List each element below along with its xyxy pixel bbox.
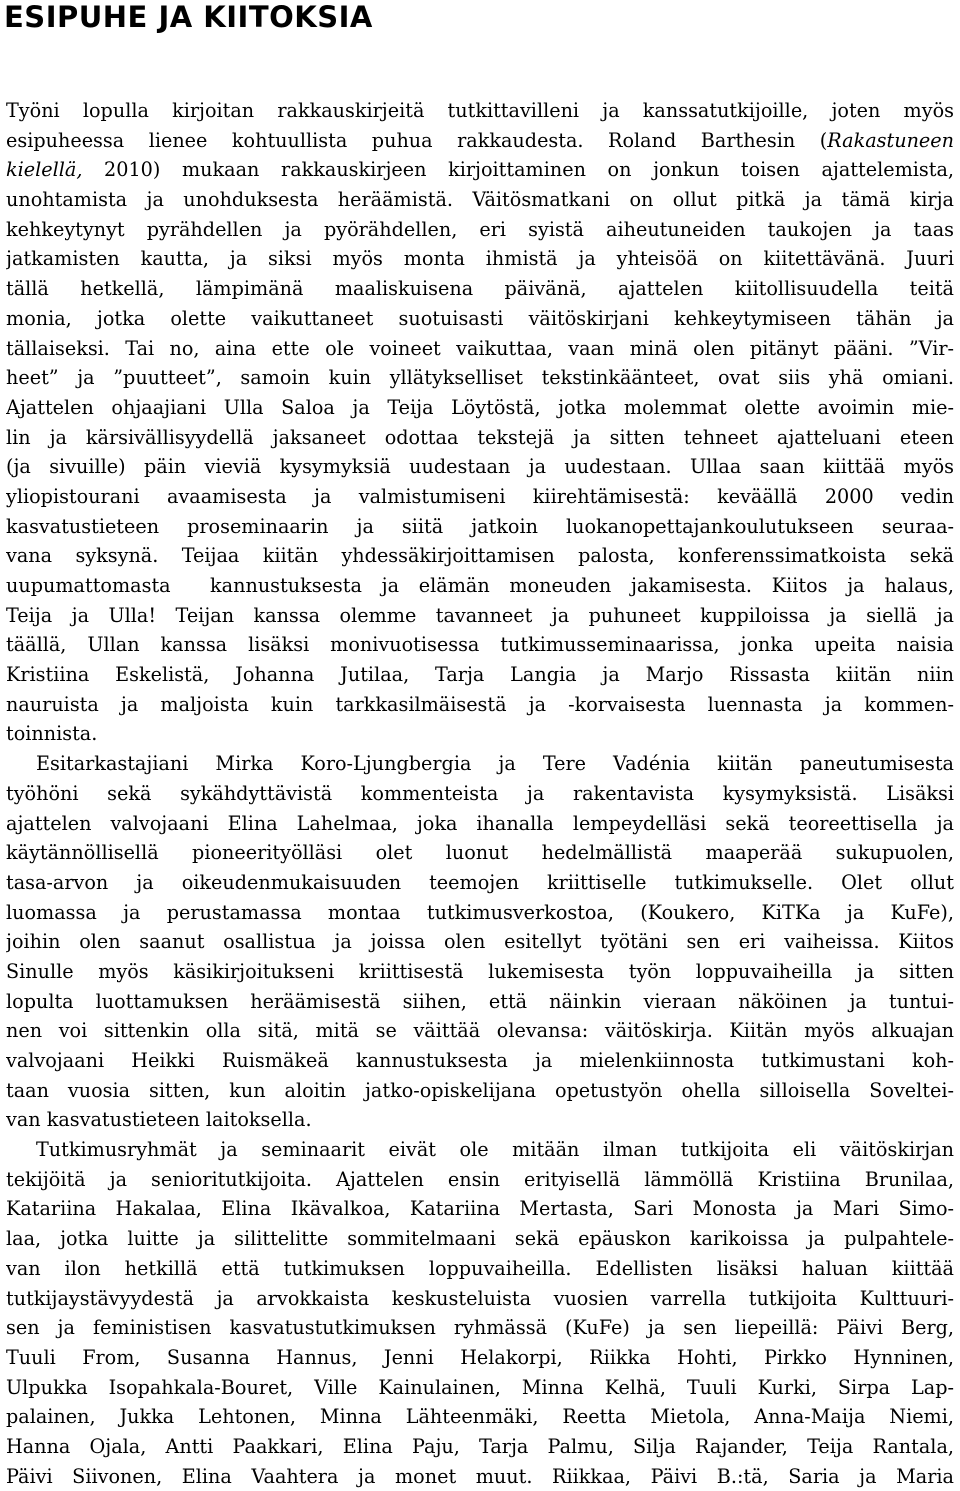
text-line: Katariina Hakalaa, Elina Ikävalkoa, Katariina Mertasta, Sari Monosta ja Mari Simo- (6, 1197, 954, 1221)
text-line: käytännöllisellä pioneerityölläsi olet luonut hedelmällistä maaperää sukupuolen, (6, 841, 954, 865)
text-line: vana syksynä. Teijaa kiitän yhdessäkirjoittamisen palosta, konferenssimatkoista sekä (6, 544, 954, 568)
text-line: nen voi sittenkin olla sitä, mitä se väittää olevansa: väitöskirja. Kiitän myös alkuajan (6, 1019, 954, 1043)
text-line: työhöni sekä sykähdyttävistä kommenteista ja rakentavista kysymyksistä. Lisäksi (6, 781, 954, 805)
text-line: joihin olen saanut osallistua ja joissa olen esitellyt työtäni sen eri vaiheissa. Kiitos (6, 930, 954, 954)
text-line: jatkamisten kautta, ja siksi myös monta ihmistä ja yhteisöä on kiitettävänä. Juuri (6, 247, 954, 271)
text-line: Esitarkastajiani Mirka Koro-Ljungbergia ja Tere Vadénia kiitän paneutumisesta (36, 752, 954, 776)
text-line: Työni lopulla kirjoitan rakkauskirjeitä tutkittavilleni ja kanssatutkijoille, joten myös (6, 99, 954, 122)
text-line: tällä hetkellä, lämpimänä maaliskuisena päivänä, ajattelen kiitollisuudella teitä (6, 277, 954, 301)
text-line: van kasvatustieteen laitoksella. (6, 1108, 312, 1132)
text-line: sen ja feministisen kasvatustutkimuksen ryhmässä (KuFe) ja sen liepeillä: Päivi Berg, (6, 1316, 954, 1340)
text-line: kehkeytynyt pyrähdellen ja pyörähdellen, eri syistä aiheutuneiden taukojen ja taas (6, 217, 954, 241)
text-line: yliopistourani avaamisesta ja valmistumiseni kiirehtämisestä: keväällä 2000 vedin (6, 484, 954, 508)
text-line: Sinulle myös käsikirjoitukseni kriittisestä lukemisesta työn loppuvaiheilla ja sitten (6, 959, 954, 983)
text-line: ajattelen valvojaani Elina Lahelmaa, joka ihanalla lempeydelläsi sekä teoreettisella ja (6, 811, 954, 835)
text-line: valvojaani Heikki Ruismäkeä kannustuksesta ja mielenkiinnosta tutkimustani koh- (6, 1049, 954, 1072)
text-line: tällaiseksi. Tai no, aina ette ole voineet vaikuttaa, vaan minä olen pitänyt pääni. ”Vir- (6, 336, 954, 360)
text-line: tutkijaystävyydestä ja arvokkaista keskusteluista vuosien varrella tutkijoita Kulttuuri- (6, 1286, 954, 1310)
text-line: Teija ja Ulla! Teijan kanssa olemme tavanneet ja puhuneet kuppiloissa ja siellä ja (6, 603, 954, 627)
text-line: toinnista. (6, 722, 98, 746)
italic-title: Rakastuneen (827, 128, 954, 152)
text-line: lopulta luottamuksen heräämisestä siihen, että näinkin vieraan näköinen ja tuntui- (6, 989, 954, 1013)
text-line: taan vuosia sitten, kun aloitin jatko-opiskelijana opetustyön ohella silloisella Soveltei- (6, 1078, 954, 1102)
text-line: (ja sivuille) päin vieviä kysymyksiä uudestaan ja uudestaan. Ullaa saan kiittää myös (6, 455, 954, 479)
text-line: Päivi Siivonen, Elina Vaahtera ja monet muut. Riikkaa, Päivi B.:tä, Saria ja Maria (6, 1464, 954, 1488)
page-title: ESIPUHE JA KIITOKSIA (4, 0, 373, 34)
body-text (6, 96, 954, 1491)
text-line: Tuuli From, Susanna Hannus, Jenni Helakorpi, Riikka Hohti, Pirkko Hynninen, (6, 1345, 954, 1369)
text-line: Ajattelen ohjaajiani Ulla Saloa ja Teija Löytöstä, jotka molemmat olette avoimin mie- (6, 395, 954, 419)
text-line: luomassa ja perustamassa montaa tutkimusverkostoa, (Koukero, KiTKa ja KuFe), (6, 900, 954, 924)
text-line: monia, jotka olette vaikuttaneet suotuisasti väitöskirjani kehkeytymiseen tähän ja (6, 306, 954, 330)
text-line: kasvatustieteen proseminaarin ja siitä jatkoin luokanopettajankoulutukseen seuraa- (6, 514, 954, 538)
text-line: palainen, Jukka Lehtonen, Minna Lähteenmäki, Reetta Mietola, Anna-Maija Niemi, (6, 1405, 954, 1429)
text-line: esipuheessa lienee kohtuullista puhua rakkaudesta. Roland Barthesin (Rakastuneen (6, 128, 954, 152)
text-line: täällä, Ullan kanssa lisäksi monivuotisessa tutkimusseminaarissa, jonka upeita naisia (6, 633, 954, 657)
text-line: nauruista ja maljoista kuin tarkkasilmäisestä ja -korvaisesta luennasta ja kommen- (6, 692, 954, 716)
text-line: Ulpukka Isopahkala-Bouret, Ville Kainulainen, Minna Kelhä, Tuuli Kurki, Sirpa Lap- (6, 1375, 954, 1399)
text-line: uupumattomasta kannustuksesta ja elämän moneuden jakamisesta. Kiitos ja halaus, (6, 574, 954, 597)
text-line: tekijöitä ja senioritutkijoita. Ajattelen ensin erityisellä lämmöllä Kristiina Brunilaa, (6, 1167, 954, 1191)
text-line: heet” ja ”puutteet”, samoin kuin yllätykselliset tekstinkäänteet, ovat siis yhä omiani. (6, 366, 954, 390)
text-line: tasa-arvon ja oikeudenmukaisuuden teemojen kriittiselle tutkimukselle. Olet ollut (6, 870, 954, 894)
italic-title: kielellä, (6, 158, 83, 182)
text-line: lin ja kärsivällisyydellä jaksaneet odottaa tekstejä ja sitten tehneet ajatteluani eteen (6, 425, 954, 449)
text-line: Hanna Ojala, Antti Paakkari, Elina Paju, Tarja Palmu, Silja Rajander, Teija Rantala, (6, 1434, 954, 1458)
text-line: van ilon hetkillä että tutkimuksen loppuvaiheilla. Edellisten lisäksi haluan kiittää (6, 1256, 954, 1280)
text-line: Tutkimusryhmät ja seminaarit eivät ole mitään ilman tutkijoita eli väitöskirjan (36, 1138, 954, 1162)
text-line: kielellä, 2010) mukaan rakkauskirjeen kirjoittaminen on jonkun toisen ajattelemista, (6, 158, 954, 182)
text-line: Kristiina Eskelistä, Johanna Jutilaa, Tarja Langia ja Marjo Rissasta kiitän niin (6, 663, 954, 687)
text-line: laa, jotka luitte ja silittelitte sommitelmaani sekä epäuskon karikoissa ja pulpahtele- (6, 1227, 954, 1251)
text-line: unohtamista ja unohduksesta heräämistä. Väitösmatkani on ollut pitkä ja tämä kirja (6, 188, 954, 212)
